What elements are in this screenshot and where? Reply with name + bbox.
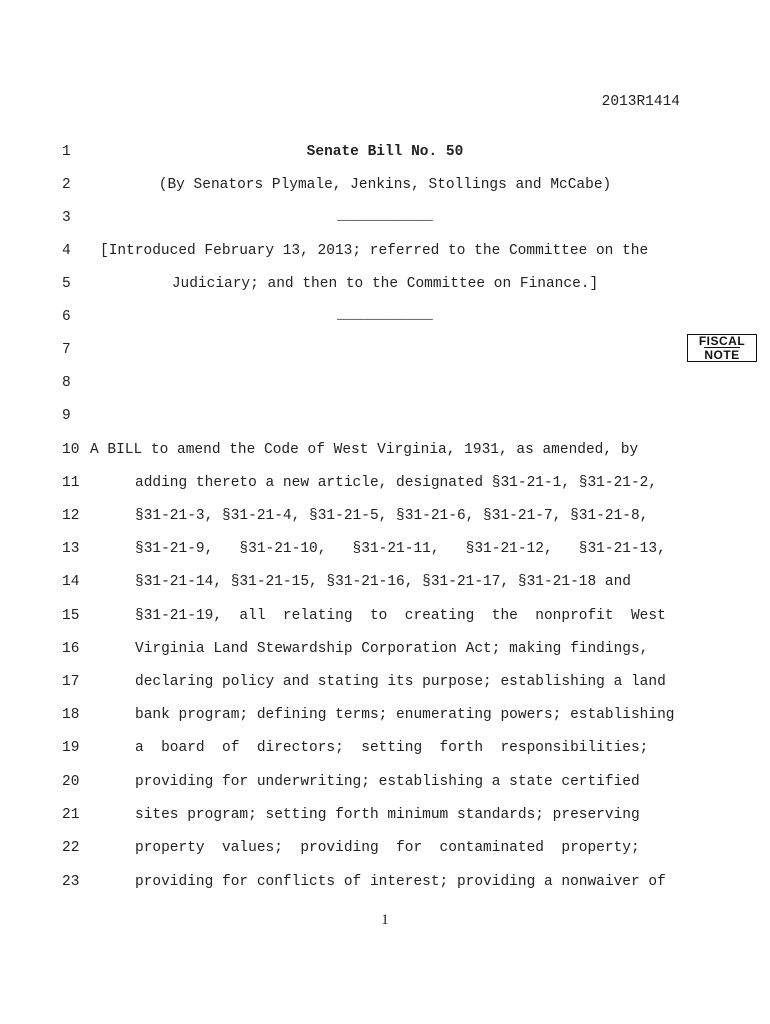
line-number: 1 [62,144,71,160]
bill-body-line: declaring policy and stating its purpose; establishing a land [135,674,666,690]
separator-line: ___________ [337,208,433,224]
bill-code: 2013R1414 [601,94,680,110]
line-number: 10 [62,442,80,458]
line-number: 2 [62,177,71,193]
fiscal-note-stamp [687,334,757,362]
line-number: 20 [62,774,80,790]
page-number: 1 [381,912,389,928]
bill-sponsors: (By Senators Plymale, Jenkins, Stollings and McCabe) [158,177,612,193]
bill-body-line: §31-21-19, all relating to creating the nonprofit West [135,608,666,624]
separator-line: ___________ [337,307,433,323]
bill-body-line: adding thereto a new article, designated §31-21-1, §31-21-2, [135,475,658,491]
bill-body-line: providing for underwriting; establishing a state certified [135,774,640,790]
fiscal-note-word-1: FISCAL [698,334,746,348]
line-number: 11 [62,475,80,491]
line-number: 5 [62,276,71,292]
line-number: 4 [62,243,71,259]
bill-body-line: §31-21-14, §31-21-15, §31-21-16, §31-21-17, §31-21-18 and [135,574,631,590]
line-number: 8 [62,375,71,391]
line-number: 9 [62,408,71,424]
bill-body-line: sites program; setting forth minimum standards; preserving [135,807,640,823]
bill-title: Senate Bill No. 50 [306,144,464,160]
bill-body-line: providing for conflicts of interest; providing a nonwaiver of [135,874,666,890]
line-number: 19 [62,740,80,756]
fiscal-note-word-2: NOTE [704,348,740,362]
bill-body-line: §31-21-3, §31-21-4, §31-21-5, §31-21-6, §31-21-7, §31-21-8, [135,508,649,524]
line-number: 7 [62,342,71,358]
line-number: 15 [62,608,80,624]
line-number: 12 [62,508,80,524]
bill-body-line: A BILL to amend the Code of West Virginia, 1931, as amended, by [90,442,639,458]
line-number: 21 [62,807,80,823]
line-number: 16 [62,641,80,657]
line-number: 3 [62,210,71,226]
introduced-line: [Introduced February 13, 2013; referred to the Committee on the [100,243,649,259]
bill-body-line: a board of directors; setting forth responsibilities; [135,740,649,756]
line-number: 18 [62,707,80,723]
line-number: 22 [62,840,80,856]
line-number: 23 [62,874,80,890]
line-number: 17 [62,674,80,690]
line-number: 13 [62,541,80,557]
bill-body-line: bank program; defining terms; enumerating powers; establishing [135,707,675,723]
bill-body-line: Virginia Land Stewardship Corporation Act; making findings, [135,641,649,657]
line-number: 6 [62,309,71,325]
introduced-line-continued: Judiciary; and then to the Committee on Finance.] [171,276,599,292]
bill-body-line: property values; providing for contaminated property; [135,840,640,856]
line-number: 14 [62,574,80,590]
bill-body-line: §31-21-9, §31-21-10, §31-21-11, §31-21-12, §31-21-13, [135,541,666,557]
